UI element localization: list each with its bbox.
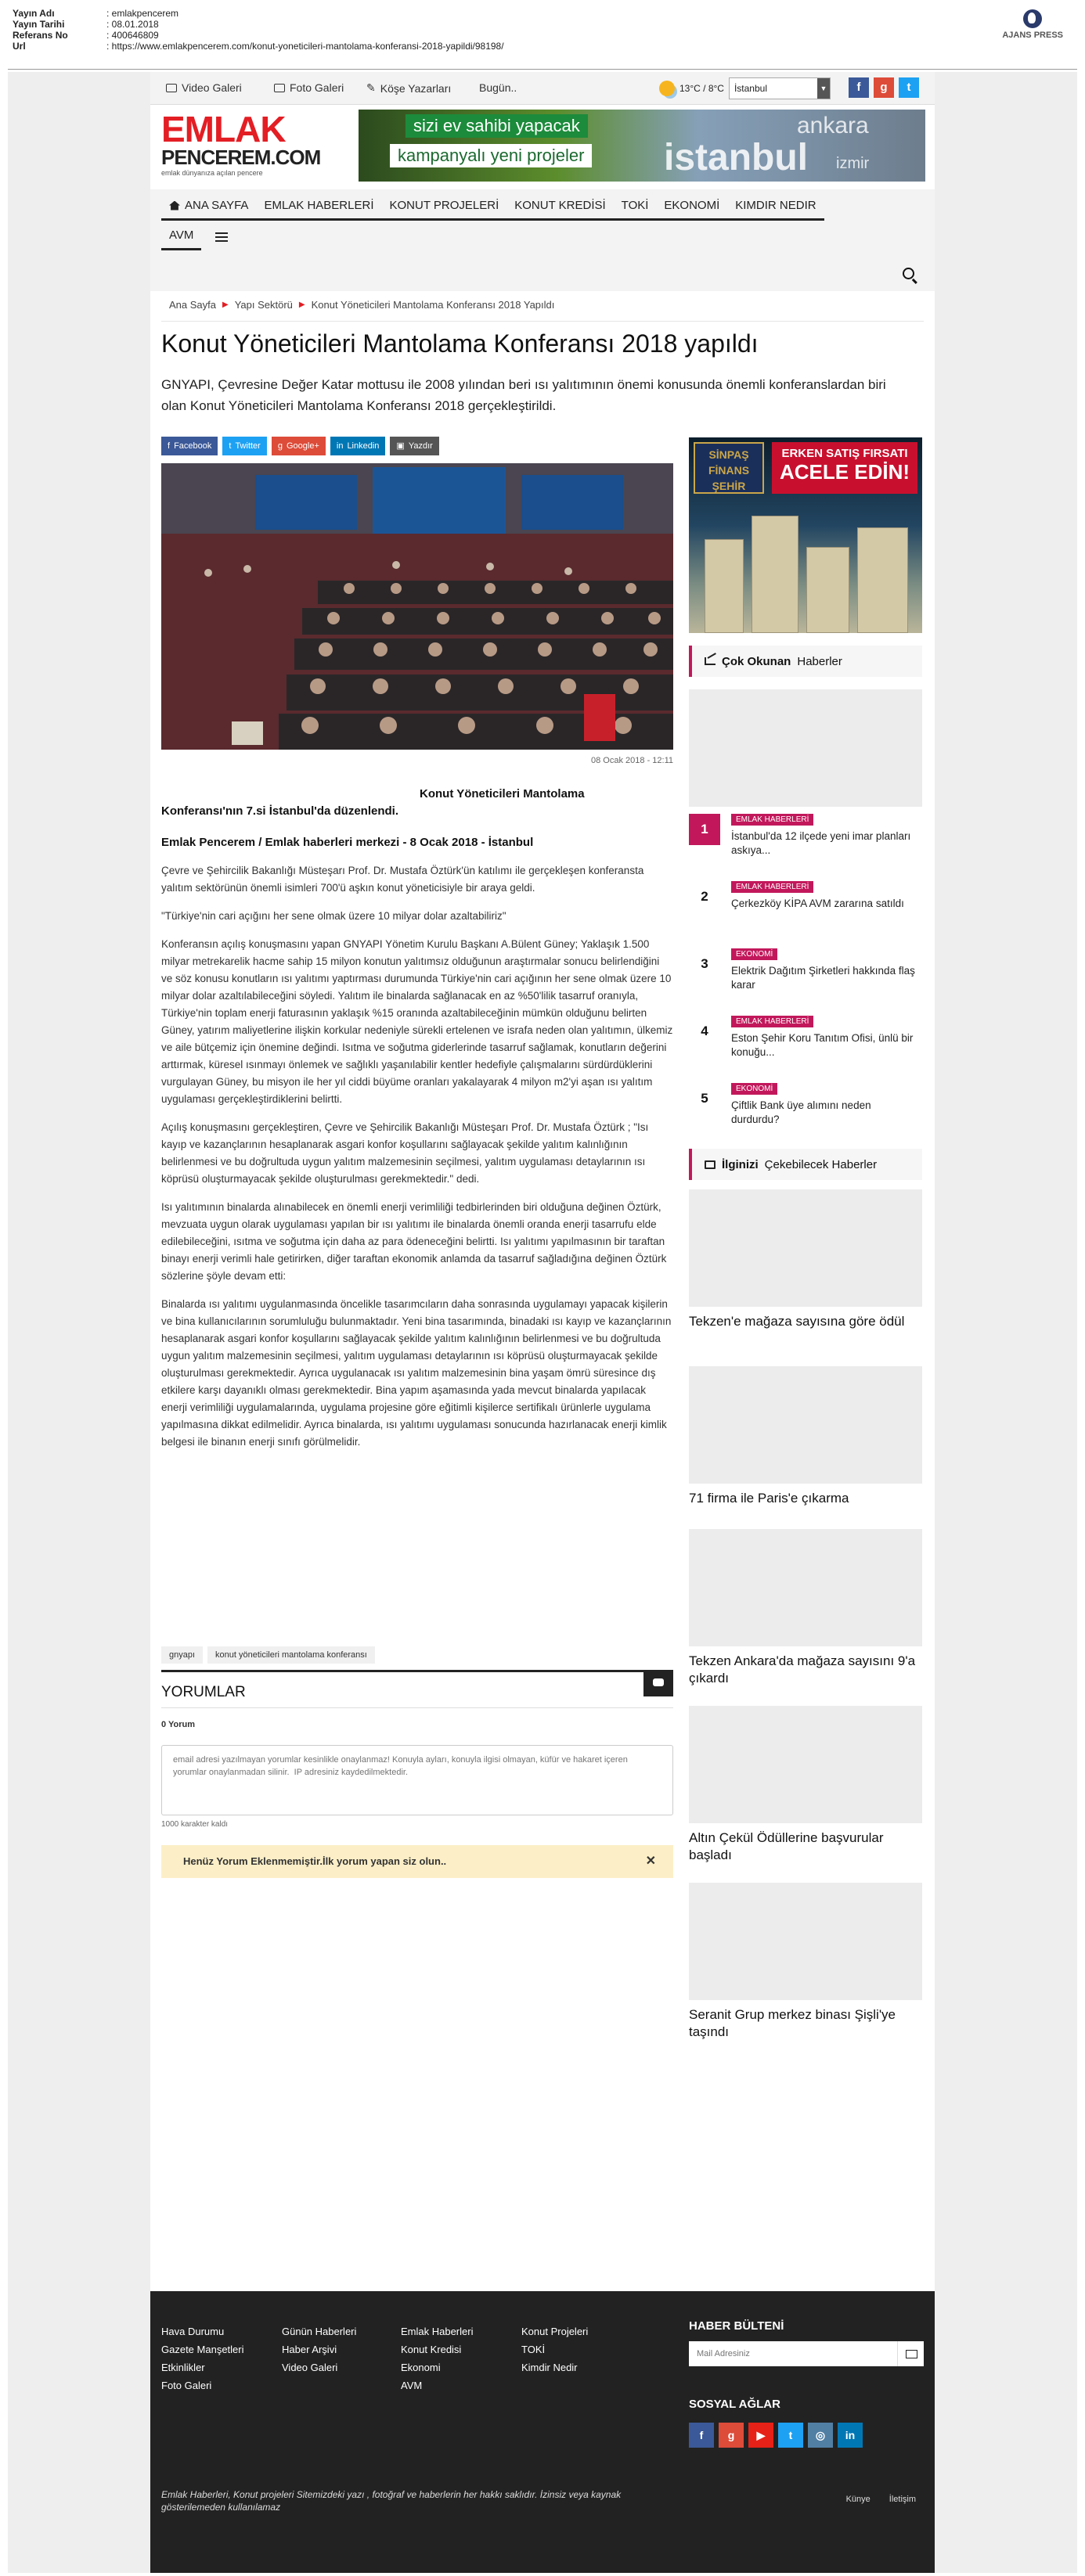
nav-label: KONUT KREDİSİ <box>514 199 606 212</box>
social-links-top <box>849 77 919 98</box>
breadcrumb-current: Konut Yöneticileri Mantolama Konferansı 2018 Yapıldı <box>311 299 555 311</box>
site-page <box>150 72 935 2573</box>
google-plus-icon[interactable]: g <box>719 2423 744 2448</box>
logo-line2: PENCEREM.COM <box>161 146 321 169</box>
divider <box>161 1670 673 1672</box>
interest-title[interactable]: Tekzen'e mağaza sayısına göre ödül <box>689 1314 905 1329</box>
google-plus-icon[interactable]: g <box>874 77 894 98</box>
youtube-icon[interactable]: ▶ <box>748 2423 773 2448</box>
article-title: Konut Yöneticileri Mantolama Konferansı 2018 yapıldı <box>161 329 759 358</box>
share-buttons <box>161 437 439 455</box>
article-date: 08 Ocak 2018 - 12:11 <box>591 756 673 765</box>
popular-item[interactable] <box>689 814 922 872</box>
footer-link[interactable]: Foto Galeri <box>161 2380 212 2391</box>
tag[interactable]: gnyapı <box>161 1646 203 1664</box>
video-icon <box>166 84 177 92</box>
instagram-icon[interactable]: ◎ <box>808 2423 833 2448</box>
breadcrumb-home[interactable]: Ana Sayfa <box>169 299 216 311</box>
article-photo <box>161 463 673 750</box>
meta-value: : emlakpencerem <box>106 8 179 19</box>
interest-title[interactable]: 71 firma ile Paris'e çıkarma <box>689 1491 849 1506</box>
menu-icon[interactable] <box>215 232 228 242</box>
category-badge: EMLAK HABERLERİ <box>731 1016 813 1027</box>
meta-label: Referans No <box>13 30 68 41</box>
twitter-icon: t <box>229 441 232 451</box>
interest-title-rest: Çekebilecek Haberler <box>764 1157 878 1171</box>
rank-number: 5 <box>701 1091 708 1106</box>
comment-icon <box>643 1670 673 1696</box>
city-value: İstanbul <box>734 83 767 94</box>
photo-gallery-link[interactable] <box>274 81 344 94</box>
share-google-button[interactable] <box>272 437 326 455</box>
footer-link-iletisim[interactable]: İletişim <box>889 2495 916 2504</box>
photo-icon <box>274 84 285 92</box>
linkedin-icon: in <box>336 441 344 451</box>
footer-link[interactable]: Emlak Haberleri <box>401 2326 474 2337</box>
nav-label: EMLAK HABERLERİ <box>264 199 374 212</box>
breadcrumb <box>169 299 554 311</box>
interest-image[interactable] <box>689 1366 922 1484</box>
interest-image[interactable] <box>689 1706 922 1823</box>
city-select[interactable] <box>729 77 831 99</box>
divider <box>8 69 1077 70</box>
meta-row <box>13 41 504 52</box>
popular-item[interactable] <box>689 1016 922 1074</box>
article-paragraph: Binalarda ısı yalıtımı uygulanmasında öncelikle tasarımcıların daha sonrasında uygulamayı yapacak kişilerin ve bina kullanıcılarının sorumluluğu bulunmaktadır. Yeni bina tasarımında, binadaki ısı kayıp ve kazançlarının hesaplanarak asgari konfor koşullarını sağlayacak şekilde yalıtım kalınlığının belirlenmesi ve bu doğrultuda uygun yalıtım malzemesinin seçilmesi, yalıtım uygulaması detaylarının ısı köprüsü oluşturmayacak şekilde oluşturulması gerekmektedir. Ayrıca uygulanacak ısı yalıtım malzemesinin bina yaşam ömrü süresince dış etkilere karşı dayanıklı olması gerekmektedir. Bina yapım aşamasında yada mevcut binalarda yapılacak enerji verimliliği uygulamalarında, uygulama projesine göre eğitimli kişilerce sertifikalı ürünlerle uygulama yapılmasına dikkat edilmelidir. Ayrıca binalarda, ısı yalıtımı uygulaması sonucunda hazırlanacak enerji kimlik belgesi ile binanın enerji sınıfı görülmelidir. <box>161 1298 672 1448</box>
alert-text: Henüz Yorum Eklenmemiştir.İlk yorum yapan siz olun.. <box>183 1855 447 1867</box>
site-logo[interactable] <box>161 111 343 182</box>
interest-title-bold: İlginizi <box>722 1157 759 1171</box>
article-lead: GNYAPI, Çevresine Değer Katar mottusu ile 2008 yılından beri ısı yalıtımının önemi konusunda önemli konferanslardan biri olan Konut Yöneticileri Mantolama Konferansı 2018 gerçekleştirildi. <box>161 377 886 413</box>
copyright: Emlak Haberleri, Konut projeleri Sitemizdeki yazı , fotoğraf ve haberlerin her hakkı saklıdır. İzinsiz veya kaynak gösterilemeden kullanılamaz <box>161 2489 622 2513</box>
footer-col-2 <box>282 2322 356 2376</box>
footer-link[interactable]: AVM <box>401 2380 423 2391</box>
nav-item-konut-projeleri[interactable] <box>381 194 506 221</box>
article-paragraph: Konferansın açılış konuşmasını yapan GNYAPI Yönetim Kurulu Başkanı A.Bülent Güney; Yaklaşık 1.500 milyar metrekarelik hacme sahip 15 milyon konutun yalıtımsız olduğunun araştırmalar sonucu belirlendiğini ve söz konusu konutların ısı yalıtımı yaptırması durumunda Türkiye'nin cari açığının her sene olmak üzere 10 milyar dolar azaltılabileceğini söyledi. Yalıtım ile binalarda sağlanacak en az %50'lilik tasarruf oranıyla, Türkiye'nin toplam enerji faturasının yaklaşık %15 oranında azaltabileceğinin mümkün olduğunu belirten Güney, yatırım maliyetlerine ilişkin korkular nedeniyle sürekli ertelenen ve israfa neden olan yalıtımın, ülkemiz ve aile bütçemiz için önemine değindi. Isıtma ve soğutma giderlerinde tasarruf sağlamak, konutların değerini arttırmak, küresel ısınmayı önlemek ve sağlıklı yaşanılabilir kentler hedefiyle çalışmalarını sürdürdüklerini vurgulayan Güney, bu misyon ile her yıl ciddi büyüme oranları yakalayarak 4 milyon m2'yi aşan ısı yalıtım uygulaması gerçekleştirdiklerini belirtti. <box>161 938 673 1105</box>
video-gallery-link[interactable] <box>166 81 242 94</box>
popular-featured-image[interactable] <box>689 689 922 807</box>
category-badge: EMLAK HABERLERİ <box>731 814 813 826</box>
popular-title-bold: Çok Okunan <box>722 654 791 668</box>
nav-item-home[interactable] <box>161 194 256 221</box>
facebook-icon[interactable]: f <box>689 2423 714 2448</box>
ad-promo-line2: ACELE EDİN! <box>779 460 910 484</box>
nav-label: ANA SAYFA <box>185 199 249 212</box>
home-icon <box>169 201 180 210</box>
interest-title[interactable]: Seranit Grup merkez binası Şişli'ye taşındı <box>689 2007 896 2039</box>
newspaper-icon <box>705 1160 716 1169</box>
weather-icon <box>659 81 675 96</box>
article-paragraph: Çevre ve Şehircilik Bakanlığı Müsteşarı Prof. Dr. Mustafa Öztürk'ün katılımı ile gerçekleşen konferansta yalıtım sektörünün önemli isimleri 700'ü aşkın konut yöneticisiyle bir araya geldi. <box>161 865 644 894</box>
interest-title[interactable]: Altın Çekül Ödüllerine başvurular başladı <box>689 1830 884 1862</box>
chevron-down-icon: ▼ <box>817 78 830 99</box>
video-gallery-label: Video Galeri <box>182 81 242 94</box>
article-paragraph: Isı yalıtımının binalarda alınabilecek en önemli enerji verimliliği tedbirlerinden biri olduğuna değinen Öztürk, mevzuata uygun olarak uygulaması yapılan bir ısı yalıtımı ile binalarda önemli oranda enerji tasarrufu elde edilebileceğini, ısıtma ve soğutma için daha az para ödeneceğini belirtti. Isı yalıtımı yapılmasının bir taraftan binayı enerji verimli hale getirirken, diğer taraftan ekonomik anlamda da tasarruf sağladığına değinen Öztürk sözlerine şöyle devam etti: <box>161 1201 667 1282</box>
columnists-link[interactable] <box>366 81 451 95</box>
ad-brand-line1: SİNPAŞ <box>708 448 749 461</box>
pencil-icon: ✎ <box>366 81 376 94</box>
today-label: Bugün.. <box>479 81 517 94</box>
popular-header <box>689 646 922 677</box>
temperature: 13°C / 8°C <box>679 83 724 94</box>
share-twitter-button[interactable] <box>222 437 266 455</box>
nav-item-toki[interactable] <box>614 194 657 221</box>
meta-row <box>13 30 504 41</box>
footer-social <box>689 2423 863 2448</box>
popular-title: Elektrik Dağıtım Şirketleri hakkında flaş karar <box>731 965 915 991</box>
comment-input[interactable] <box>161 1745 673 1815</box>
rank-number: 1 <box>689 814 720 845</box>
meta-value: : 08.01.2018 <box>106 19 159 30</box>
nav-label: KIMDIR NEDIR <box>735 199 816 212</box>
footer-link[interactable]: Ekonomi <box>401 2362 441 2373</box>
breadcrumb-separator-icon: ▶ <box>298 300 305 309</box>
newsletter-title: HABER BÜLTENİ <box>689 2319 784 2333</box>
popular-item[interactable] <box>689 881 922 939</box>
divider <box>161 321 924 322</box>
meta-label: Yayın Adı <box>13 8 55 19</box>
weather-widget <box>659 77 831 99</box>
comments-title: YORUMLAR <box>161 1684 246 1700</box>
ad-promo-line1: ERKEN SATIŞ FIRSATI <box>781 447 908 460</box>
header-banner-ad[interactable] <box>359 110 925 182</box>
footer-link[interactable]: Etkinlikler <box>161 2362 205 2373</box>
envelope-icon[interactable] <box>897 2341 924 2366</box>
main-nav-area <box>150 189 935 291</box>
article-tags <box>161 1646 375 1664</box>
popular-title: Çiftlik Bank üye alımını neden durdurdu? <box>731 1099 871 1125</box>
clipping-header <box>0 0 1085 70</box>
meta-label: Url <box>13 41 26 52</box>
article-paragraph: "Türkiye'nin cari açığını her sene olmak üzere 10 milyar dolar azaltabiliriz" <box>161 910 506 922</box>
footer-link[interactable]: Gazete Manşetleri <box>161 2344 244 2355</box>
logo-tagline: emlak dünyanıza açılan pencere <box>161 169 263 177</box>
banner-text-1: sizi ev sahibi yapacak <box>406 114 588 138</box>
share-facebook-button[interactable] <box>161 437 218 455</box>
ad-brand <box>694 442 764 494</box>
footer-link[interactable]: TOKİ <box>521 2344 546 2355</box>
article-body <box>161 786 673 1462</box>
chars-remaining: 1000 karakter kaldı <box>161 1820 229 1829</box>
share-label: Linkedin <box>347 441 380 451</box>
footer <box>150 2291 935 2573</box>
secondary-nav <box>161 224 228 250</box>
social-title: SOSYAL AĞLAR <box>689 2398 780 2411</box>
footer-link[interactable]: Kimdir Nedir <box>521 2362 578 2373</box>
agency-logo-icon <box>1023 9 1042 28</box>
footer-link[interactable]: Video Galeri <box>282 2362 338 2373</box>
category-badge: EKONOMİ <box>731 1083 777 1095</box>
footer-link[interactable]: Konut Kredisi <box>401 2344 462 2355</box>
ad-promo <box>772 442 917 494</box>
top-bar <box>150 72 935 105</box>
facebook-icon[interactable]: f <box>849 77 869 98</box>
popular-item[interactable] <box>689 948 922 1006</box>
interest-image[interactable] <box>689 1529 922 1646</box>
columnists-label: Köşe Yazarları <box>380 81 452 95</box>
footer-link-kunye[interactable]: Künye <box>845 2495 871 2504</box>
trend-icon <box>705 657 716 665</box>
main-nav <box>161 194 824 221</box>
nav-item-kimdir-nedir[interactable] <box>727 194 824 221</box>
comment-count: 0 Yorum <box>161 1720 195 1729</box>
share-label: Twitter <box>235 441 261 451</box>
no-comments-alert <box>161 1845 673 1878</box>
share-label: Yazdır <box>408 441 433 451</box>
nav-label: TOKİ <box>621 199 649 212</box>
sidebar-ad[interactable] <box>689 437 922 633</box>
article-heading-1: Konut Yöneticileri Mantolama <box>420 787 585 801</box>
article-paragraph: Açılış konuşmasını gerçekleştiren, Çevre ve Şehircilik Bakanlığı Müsteşarı Prof. Dr. Mustafa Öztürk ; "Isı kayıp ve kazançlarının hesaplanarak asgari konfor koşullarını sağlayacak şekilde yalıtım kalınlığının belirlenmesi ve bu doğrultuda uygun yalıtım malzemesinin seçilmesi, yalıtım uygulaması detaylarının ısı köprüsü oluşturmayacak şekilde oluşturulması gerekmektedir." dedi. <box>161 1121 649 1185</box>
popular-title-rest: Haberler <box>797 654 842 668</box>
breadcrumb-separator-icon: ▶ <box>222 300 229 309</box>
meta-value: : https://www.emlakpencerem.com/konut-yoneticileri-mantolama-konferansi-2018-yapildi/98198/ <box>106 41 504 52</box>
ad-building <box>857 527 908 633</box>
newsletter-email-input[interactable] <box>689 2341 897 2366</box>
nav-item-emlak-haberleri[interactable] <box>256 194 381 221</box>
rank-number: 2 <box>701 889 708 904</box>
share-linkedin-button[interactable] <box>330 437 386 455</box>
agency-name: AJANS PRESS <box>1002 31 1063 40</box>
ad-brand-line2: FİNANS ŞEHİR <box>708 464 750 492</box>
footer-bottom-links <box>846 2495 916 2504</box>
twitter-icon[interactable]: t <box>899 77 919 98</box>
category-badge: EMLAK HABERLERİ <box>731 881 813 893</box>
tag[interactable]: konut yöneticileri mantolama konferansı <box>207 1646 375 1664</box>
footer-col-1 <box>161 2322 244 2394</box>
linkedin-icon[interactable]: in <box>838 2423 863 2448</box>
banner-text-5: izmir <box>836 155 870 172</box>
share-label: Facebook <box>174 441 212 451</box>
banner-text-3: istanbul <box>664 137 809 178</box>
share-label: Google+ <box>286 441 319 451</box>
article-heading-2: Konferansı'nın 7.si İstanbul'da düzenlendi. <box>161 804 399 818</box>
facebook-icon: f <box>168 441 171 451</box>
popular-item[interactable] <box>689 1083 922 1141</box>
google-plus-icon: g <box>277 441 283 451</box>
footer-col-3 <box>401 2322 473 2394</box>
agency-logo <box>1002 9 1063 40</box>
popular-title: İstanbul'da 12 ilçede yeni imar planları askıya... <box>731 830 911 856</box>
divider <box>161 1707 673 1708</box>
footer-col-4 <box>521 2322 588 2376</box>
ad-building <box>705 539 744 633</box>
close-icon[interactable]: ✕ <box>645 1855 656 1868</box>
search-icon[interactable] <box>903 268 914 279</box>
print-button[interactable] <box>390 437 438 455</box>
banner-text-2: kampanyalı yeni projeler <box>390 144 592 167</box>
meta-value: : 400646809 <box>106 30 159 41</box>
breadcrumb-category[interactable]: Yapı Sektörü <box>234 299 293 311</box>
article-byline: Emlak Pencerem / Emlak haberleri merkezi - 8 Ocak 2018 - İstanbul <box>161 836 534 849</box>
meta-label: Yayın Tarihi <box>13 19 65 30</box>
interest-image[interactable] <box>689 1883 922 2000</box>
ad-building <box>752 516 798 633</box>
nav-label: EKONOMİ <box>664 199 720 212</box>
interest-image[interactable] <box>689 1189 922 1307</box>
footer-link[interactable]: Günün Haberleri <box>282 2326 357 2337</box>
ad-building <box>806 547 849 633</box>
nav-item-avm[interactable] <box>161 224 201 250</box>
photo-gallery-label: Foto Galeri <box>290 81 344 94</box>
rank-number: 3 <box>701 956 708 971</box>
footer-link[interactable]: Haber Arşivi <box>282 2344 337 2355</box>
meta-row <box>13 8 504 19</box>
nav-label: KONUT PROJELERİ <box>389 199 499 212</box>
popular-title: Eston Şehir Koru Tanıtım Ofisi, ünlü bir konuğu... <box>731 1032 914 1058</box>
interest-header <box>689 1149 922 1180</box>
print-icon: ▣ <box>396 441 405 451</box>
footer-link[interactable]: Hava Durumu <box>161 2326 225 2337</box>
nav-item-konut-kredisi[interactable] <box>506 194 613 221</box>
logo-line1: EMLAK <box>161 109 286 149</box>
footer-link[interactable]: Konut Projeleri <box>521 2326 589 2337</box>
category-badge: EKONOMİ <box>731 948 777 960</box>
interest-title[interactable]: Tekzen Ankara'da mağaza sayısını 9'a çıkardı <box>689 1653 916 1686</box>
today-link[interactable] <box>479 81 517 94</box>
nav-item-ekonomi[interactable] <box>656 194 727 221</box>
popular-title: Çerkezköy KİPA AVM zararına satıldı <box>731 898 904 909</box>
twitter-icon[interactable]: t <box>778 2423 803 2448</box>
banner-text-4: ankara <box>797 113 869 139</box>
rank-number: 4 <box>701 1024 708 1038</box>
meta-row <box>13 19 504 30</box>
clipping-meta <box>13 8 504 52</box>
nav-label: AVM <box>169 228 194 242</box>
